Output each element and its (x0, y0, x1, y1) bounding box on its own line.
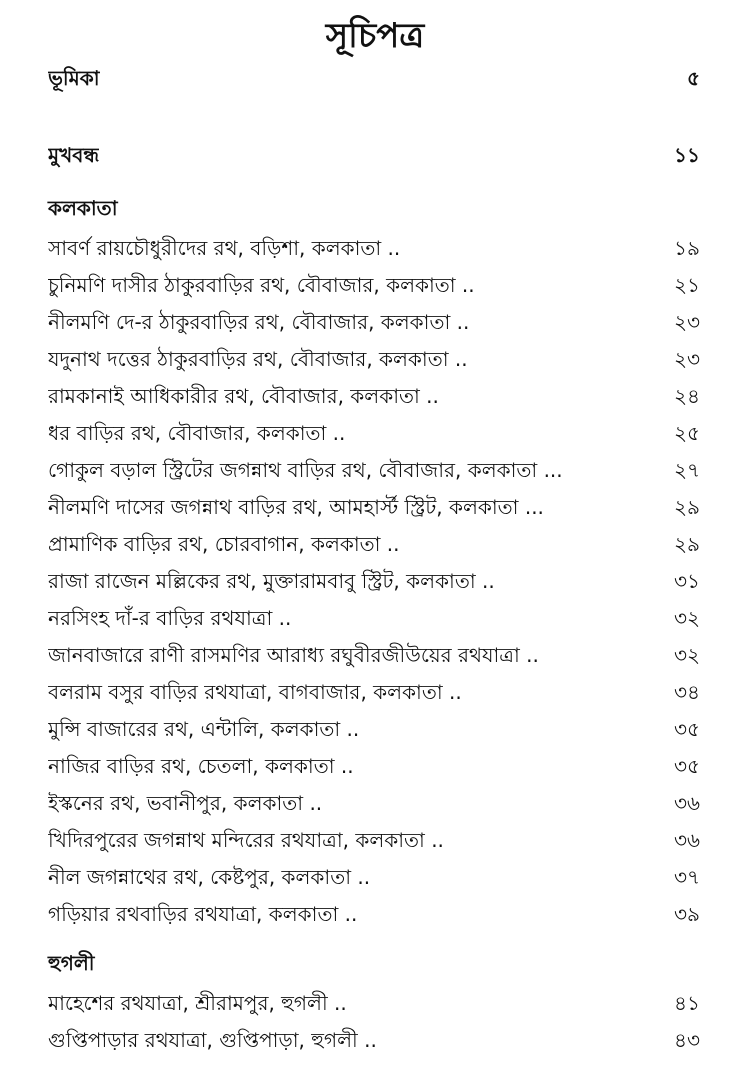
toc-entry[interactable] (48, 378, 700, 415)
toc-entry-page: ৩৬ (673, 828, 700, 852)
toc-entry-label: নীল জগন্নাথের রথ, কেষ্টপুর, কলকাতা .. (48, 865, 371, 889)
toc-entry-page: ১১ (674, 143, 700, 167)
toc-entry[interactable] (48, 985, 700, 1022)
toc-entry[interactable] (48, 600, 700, 637)
toc-entry[interactable] (48, 1022, 700, 1059)
toc-entry-preface[interactable] (48, 60, 700, 97)
toc-entry[interactable] (48, 711, 700, 748)
toc-entry-page: ৩৭ (673, 865, 700, 889)
toc-entry-label: যদুনাথ দত্তের ঠাকুরবাড়ির রথ, বৌবাজার, কলকাতা .. (48, 347, 468, 371)
toc-entry[interactable] (48, 341, 700, 378)
toc-entry-label: খিদিরপুরের জগন্নাথ মন্দিরের রথযাত্রা, কলকাতা .. (48, 828, 444, 852)
table-of-contents (48, 60, 700, 1059)
section-heading-hooghly: হুগলী (48, 951, 95, 975)
toc-entry-page: ৩৫ (674, 754, 700, 778)
section-entries-kolkata (48, 230, 700, 933)
toc-entry[interactable] (48, 415, 700, 452)
toc-entry-page: ১৯ (674, 236, 700, 260)
toc-entry-label: গুপ্তিপাড়ার রথযাত্রা, গুপ্তিপাড়া, হুগলী .. (48, 1028, 377, 1052)
toc-entry-label: গড়িয়ার রথবাড়ির রথযাত্রা, কলকাতা .. (48, 902, 358, 926)
toc-entry-label: ভূমিকা (48, 66, 100, 90)
toc-entry-label: ইস্কনের রথ, ভবানীপুর, কলকাতা .. (48, 791, 323, 815)
page-title: সূচিপত্র (325, 16, 425, 56)
toc-entry[interactable] (48, 674, 700, 711)
toc-entry-page: ৩১ (674, 569, 700, 593)
toc-entry-page: ২৪ (674, 384, 700, 408)
toc-entry-page: ৩২ (673, 643, 700, 667)
toc-entry-label: গোকুল বড়াল স্ট্রিটের জগন্নাথ বাড়ির রথ, বৌবাজার, কলকাতা ... (48, 458, 563, 482)
section-heading-kolkata: কলকাতা (48, 196, 118, 220)
toc-entry-page: ২৩ (673, 347, 700, 371)
toc-entry[interactable] (48, 526, 700, 563)
section-entries-hooghly (48, 985, 700, 1059)
toc-entry-label: সাবর্ণ রায়চৌধুরীদের রথ, বড়িশা, কলকাতা .. (48, 236, 401, 260)
toc-entry-page: ২৭ (673, 458, 700, 482)
toc-entry-page: ২৯ (674, 495, 700, 519)
toc-entry-label: মাহেশের রথযাত্রা, শ্রীরামপুর, হুগলী .. (48, 991, 347, 1015)
toc-entry-page: ৩৯ (674, 902, 700, 926)
toc-entry[interactable] (48, 304, 700, 341)
toc-entry-label: নাজির বাড়ির রথ, চেতলা, কলকাতা .. (48, 754, 354, 778)
toc-entry-page: ৩৪ (674, 680, 700, 704)
toc-entry-label: মুখবন্ধ (48, 143, 100, 167)
toc-entry[interactable] (48, 489, 700, 526)
toc-entry[interactable] (48, 563, 700, 600)
toc-entry[interactable] (48, 785, 700, 822)
toc-entry-page: ৩৫ (674, 717, 700, 741)
toc-entry-page: ৪১ (674, 991, 700, 1015)
toc-entry-page: ৪৩ (674, 1028, 700, 1052)
toc-entry[interactable] (48, 637, 700, 674)
toc-entry-label: নীলমণি দে-র ঠাকুরবাড়ির রথ, বৌবাজার, কলকাতা .. (48, 310, 470, 334)
toc-entry-label: নরসিংহ দাঁ-র বাড়ির রথযাত্রা .. (48, 606, 292, 630)
toc-entry-label: জানবাজারে রাণী রাসমণির আরাধ্য রঘুবীরজীউয়ের রথযাত্রা .. (48, 643, 539, 667)
toc-entry-label: ধর বাড়ির রথ, বৌবাজার, কলকাতা .. (48, 421, 346, 445)
toc-entry-page: ২৯ (674, 532, 700, 556)
toc-entry[interactable] (48, 748, 700, 785)
toc-entry[interactable] (48, 267, 700, 304)
toc-entry-page: ২৩ (673, 310, 700, 334)
toc-entry-page: ৩২ (673, 606, 700, 630)
toc-entry-page: ২৫ (674, 421, 700, 445)
toc-entry[interactable] (48, 452, 700, 489)
toc-entry-label: মুন্সি বাজারের রথ, এন্টালি, কলকাতা .. (48, 717, 360, 741)
toc-entry-label: নীলমণি দাসের জগন্নাথ বাড়ির রথ, আমহার্স্ট স্ট্রিট, কলকাতা ... (48, 495, 544, 519)
toc-entry-page: ৫ (687, 66, 700, 90)
toc-entry-label: রামকানাই আধিকারীর রথ, বৌবাজার, কলকাতা .. (48, 384, 439, 408)
toc-entry[interactable] (48, 896, 700, 933)
toc-entry-label: চুনিমণি দাসীর ঠাকুরবাড়ির রথ, বৌবাজার, কলকাতা .. (48, 273, 475, 297)
toc-entry-label: রাজা রাজেন মল্লিকের রথ, মুক্তারামবাবু স্ট্রিট, কলকাতা .. (48, 569, 495, 593)
toc-entry-label: প্রামাণিক বাড়ির রথ, চোরবাগান, কলকাতা .. (48, 532, 400, 556)
toc-entry-page: ২১ (674, 273, 700, 297)
toc-entry-page: ৩৬ (673, 791, 700, 815)
toc-entry[interactable] (48, 822, 700, 859)
toc-entry-label: বলরাম বসুর বাড়ির রথযাত্রা, বাগবাজার, কলকাতা .. (48, 680, 462, 704)
toc-entry-foreword[interactable] (48, 137, 700, 174)
toc-entry[interactable] (48, 859, 700, 896)
toc-entry[interactable] (48, 230, 700, 267)
